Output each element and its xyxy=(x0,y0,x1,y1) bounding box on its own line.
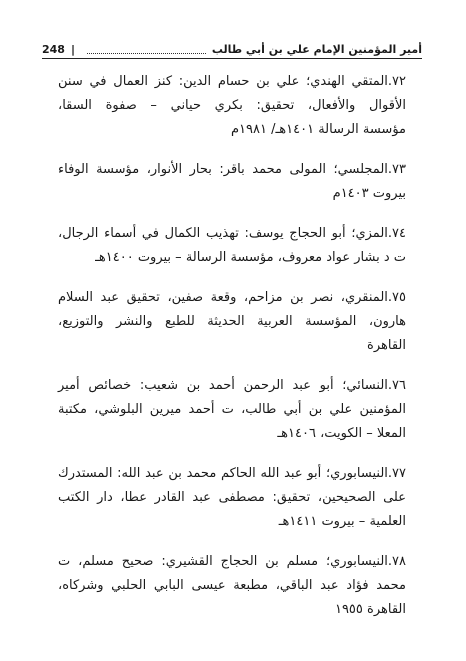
entry-line: ٧٢.المتقي الهندي؛ علي بن حسام الدين: كنز العمال في سنن xyxy=(58,74,406,89)
entry-line: ٧٨.النيسابوري؛ مسلم بن الحجاج القشيري: صحيح مسلم، ت xyxy=(58,554,406,569)
entry-line: المعلا – الكويت، ١٤٠٦هـ xyxy=(277,426,406,441)
running-header xyxy=(42,40,422,59)
header-separator: | xyxy=(70,42,75,56)
header-dotted-leader xyxy=(87,45,206,54)
bibliography-entry-74 xyxy=(58,222,406,270)
entry-line: الأقوال والأفعال، تحقيق: بكري حياني – صفوة السقا، xyxy=(58,98,406,113)
bibliography-entry-75 xyxy=(58,286,406,358)
entry-line: محمد فؤاد عبد الباقي، مطبعة عيسى البابي الحلبي وشركاه، xyxy=(58,578,406,593)
bibliography-entry-78 xyxy=(58,550,406,622)
entry-line: القاهرة xyxy=(367,338,406,353)
entry-line: على الصحيحين، تحقيق: مصطفى عبد القادر عطا، دار الكتب xyxy=(58,490,406,505)
entry-line: ٧٧.النيسابوري؛ أبو عبد الله الحاكم محمد بن عبد الله: المستدرك xyxy=(58,466,406,481)
entry-line: هارون، المؤسسة العربية الحديثة للطبع والنشر والتوزيع، xyxy=(58,314,406,329)
bibliography-entry-77 xyxy=(58,462,406,534)
bibliography-list xyxy=(58,70,406,638)
page-number: 248 xyxy=(42,42,65,56)
entry-line: ٧٤.المزي؛ أبو الحجاج يوسف: تهذيب الكمال في أسماء الرجال، xyxy=(58,226,406,241)
entry-line: ٧٦.النسائي؛ أبو عبد الرحمن أحمد بن شعيب: خصائص أمير xyxy=(58,378,406,393)
entry-line: المؤمنين علي بن أبي طالب، ت أحمد ميرين البلوشي، مكتبة xyxy=(58,402,406,417)
entry-line: مؤسسة الرسالة ١٤٠١هـ/ ١٩٨١م xyxy=(230,122,406,137)
bibliography-entry-73 xyxy=(58,158,406,206)
entry-line: ٧٣.المجلسي؛ المولى محمد باقر: بحار الأنوار، مؤسسة الوفاء xyxy=(58,162,406,177)
bibliography-entry-76 xyxy=(58,374,406,446)
entry-line: القاهرة ١٩٥٥ xyxy=(334,602,406,617)
bibliography-entry-72 xyxy=(58,70,406,142)
entry-line: ت د بشار عواد معروف، مؤسسة الرسالة – بيروت ١٤٠٠هـ xyxy=(95,250,406,265)
entry-line: العلمية – بيروت ١٤١١هـ xyxy=(278,514,406,529)
entry-line: بيروت ١٤٠٣م xyxy=(332,186,406,201)
entry-line: ٧٥.المنقري، نصر بن مزاحم، وقعة صفين، تحقيق عبد السلام xyxy=(58,290,406,305)
running-header-title: أمير المؤمنين الإمام علي بن أبي طالب xyxy=(211,42,422,56)
